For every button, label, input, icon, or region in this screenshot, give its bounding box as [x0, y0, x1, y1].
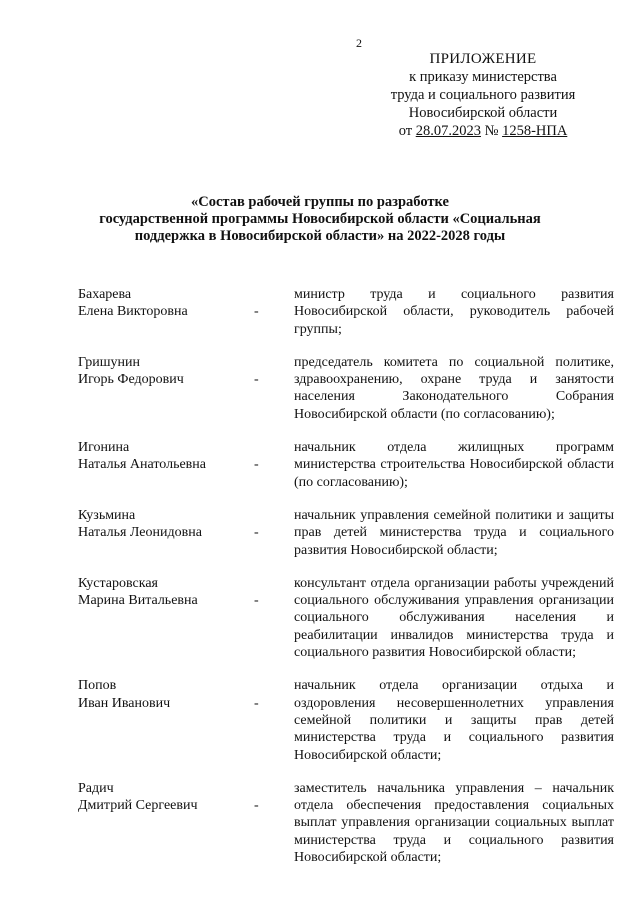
member-role: консультант отдела организации работы учреждений социального обслуживания управления организации социального обслуживания населения и реабилитации инвалидов министерства труда и социального развития Новосибирской области; — [294, 575, 614, 661]
member-role: начальник отдела организации отдыха и оздоровления несовершеннолетних управления семейной политики и защиты прав детей министерства труда и социального развития Новосибирской области; — [294, 678, 614, 763]
title-line-1: «Состав рабочей группы по разработке — [191, 194, 449, 210]
member-role: министр труда и социального развития Новосибирской области, руководитель рабочей группы; — [294, 287, 614, 337]
member-surname: Игонина — [78, 440, 130, 456]
member-surname: Радич — [78, 780, 114, 796]
member-given-names: Игорь Федорович — [78, 372, 184, 388]
order-date: 28.07.2023 — [415, 123, 481, 139]
member-row — [78, 354, 614, 423]
member-row — [78, 575, 614, 661]
member-given-names: Наталья Анатольевна — [78, 457, 207, 473]
member-row — [78, 780, 614, 866]
member-dash: - — [254, 372, 259, 388]
member-name — [78, 780, 254, 866]
member-given-names: Иван Иванович — [78, 695, 171, 711]
title-line-3: поддержка в Новосибирской области» на 2022-2028 годы — [134, 228, 506, 244]
appendix-line-3: Новосибирской области — [408, 105, 558, 121]
member-given-names: Марина Витальевна — [78, 593, 198, 609]
title-line-2: государственной программы Новосибирской области «Социальная — [99, 211, 541, 227]
member-dash: - — [254, 457, 259, 473]
date-prefix: от — [398, 123, 416, 139]
number-prefix: № — [480, 123, 503, 139]
member-row — [78, 286, 614, 338]
member-given-names: Наталья Леонидовна — [78, 525, 202, 541]
member-role: начальник отдела жилищных программ министерства строительства Новосибирской области (по согласованию); — [294, 440, 614, 490]
member-row — [78, 507, 614, 559]
member-name — [78, 575, 254, 661]
members-list — [78, 286, 614, 882]
member-name — [78, 354, 254, 423]
page-number: 2 — [356, 36, 362, 50]
member-role: председатель комитета по социальной политике, здравоохранению, охране труда и занятости населения Законодательного Собрания Новосибирской области (по согласованию); — [294, 354, 614, 422]
member-role: начальник управления семейной политики и защиты прав детей министерства труда и социального развития Новосибирской области; — [294, 507, 614, 558]
member-name — [78, 439, 254, 491]
appendix-line-1: к приказу министерства — [409, 69, 557, 85]
member-dash: - — [254, 695, 259, 711]
member-surname: Гришунин — [78, 354, 140, 370]
member-dash: - — [254, 525, 259, 541]
order-number: 1258-НПА — [502, 123, 568, 139]
member-row — [78, 439, 614, 491]
member-dash: - — [254, 593, 259, 609]
member-dash: - — [254, 304, 259, 320]
member-surname: Кустаровская — [78, 575, 158, 591]
appendix-line-2: труда и социального развития — [390, 87, 576, 103]
member-surname: Бахарева — [78, 287, 132, 302]
member-surname: Попов — [78, 678, 117, 694]
document-title — [90, 194, 550, 245]
appendix-header — [368, 50, 598, 140]
member-given-names: Елена Викторовна — [78, 304, 188, 320]
member-given-names: Дмитрий Сергеевич — [78, 798, 198, 814]
member-role: заместитель начальника управления – начальник отдела обеспечения предоставления социальных выплат управления организации социальных выплат министерства труда и социального развития Новосибирской области; — [294, 780, 614, 866]
member-row — [78, 677, 614, 763]
appendix-order-line — [368, 122, 598, 140]
member-name — [78, 677, 254, 763]
member-name — [78, 507, 254, 559]
member-surname: Кузьмина — [78, 507, 136, 523]
member-dash: - — [254, 798, 259, 814]
appendix-title: ПРИЛОЖЕНИЕ — [429, 51, 537, 67]
member-name — [78, 286, 254, 338]
